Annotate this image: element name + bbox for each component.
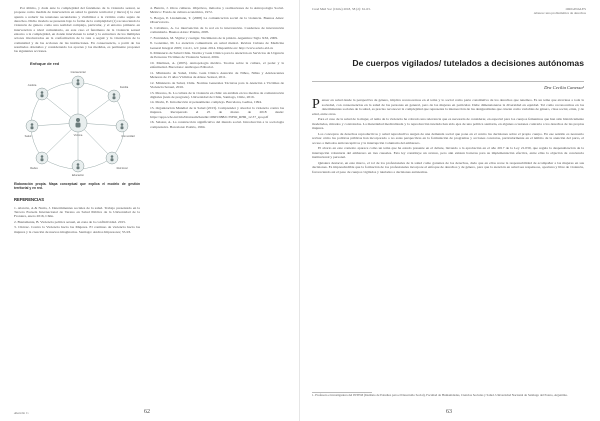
title-rule bbox=[312, 81, 584, 82]
fig-label-3: Red local bbox=[116, 167, 128, 171]
drop-cap: P bbox=[312, 98, 320, 112]
article-paragraph: Quisiera destacar, en este marco, el rol de los profesionales de la salud como garantes de los derechos, dado que en ellos recae la responsabilidad de acompañar a las mujeres en sus decisiones. Es imprescindible que la formación de los profesionales incorpore el enfoque de derechos y de género, para que la atención en salud sea respetuosa, oportuna y libre de violencia, favoreciendo así el paso de cuerpos vigilados y tutelados a decisiones autónomas. bbox=[312, 160, 584, 174]
reference-item: 15. Organización Mundial de la Salud (2013). Comprender y abordar la violencia contra las mujeres. Recuperado el 25 de marzo de 2018 desde: https://apps.who.int/iris/bitstream/handle/10665/98821/WHO_RHR_12.37_spa.pdf bbox=[150, 105, 284, 119]
reference-item: 13. Moreno, K. La cultura de la violencia en chile: un análisis en los medios de comunicación digitales (tesis de pregrado). Universidad de Chile, Santiago, Chile, 2016. bbox=[150, 90, 284, 99]
article-author: Dra Cecilia Canessa¹ bbox=[544, 85, 584, 90]
running-head-journal: Cuad Méd Soc (Chile) 2018, 58 (2): 61-63. bbox=[312, 7, 371, 11]
reference-item: 4. Butrón, J. Otros culturas. Objetivos, métodos y realizaciones de la Antropología Social. México: Fondo de cultura económica, 1972. bbox=[150, 6, 284, 15]
reference-item: 1. Alarcón, A & Nuria, J. Determinantes sociales de la salud. Trabajo presentado en la Tercera Escuela Internacional de Verano en Salud Pública de la Universidad de la Frontera, enero 2016, Chile. bbox=[14, 205, 140, 219]
reference-item: 6. Caballero, A. La intervención de la red en la intervención. Cuadernos de intervención comunitaria. Buenos Aires: Prisma, 2005. bbox=[150, 25, 284, 35]
fig-label-8: Educación bbox=[71, 174, 85, 178]
reference-item: 2. Bustamante, B. Violencia política sexual, en zona de la conflictividad. 2015. bbox=[14, 219, 126, 224]
left-paragraph: Por último, y dada ante la complejidad del fenómeno de la violencia sexual, se propone como medida de intervención en salud la gestión territorial y micro(1) la cual apunta a reducir las tensiones secundarias y visibilizar a la víctima como sujeto de derechos. Dicho modelo se presenta bajo la forma de la complejidad (1) reconociendo la violencia de género como una realidad compleja, particular, y el entorno primario en intervención a nivel comunitario, en este caso el fenómeno de la violencia sexual entorno a la complejidad, en donde intervienen la salud y la estructura de los múltiples actores involucrados en la conformación de la ruta a seguir y la vinculación de la comunidad y de las acciones de las instituciones. En consecuencia, a partir de los resultados obtenidos y considerando los aportes y las medidas, es pertinente proponer las siguientes acciones. bbox=[14, 6, 140, 54]
reference-item: 16. Salazar, A. La construcción significativa del mundo social. Introducción a la sociología comprensiva. Barcelona: Paidós, 1994. bbox=[150, 120, 284, 129]
running-head-category: ORIGINALES bbox=[565, 7, 586, 11]
article-paragraph: Para el caso de la salud de la mujer, el tema de la violencia ha cobrado una relevancia que es necesaria de considerar, en especial para los cuerpos femeninos que han sido históricamente modelados, mirados y controlados. La maternidad medicalizada y la reproducción tutelada han sido ejes de una política sanitaria, en algunas ocasiones contraria a los derechos de las propias mujeres. bbox=[312, 117, 584, 130]
article-title: De cuerpos vigilados/ tutelados a decisiones autónomas bbox=[352, 58, 584, 68]
fig-label-5: Redes bbox=[30, 167, 38, 171]
reference-item: 11. Ministerio de Salud, Chile. Guía Clínica Atención de Niños, Niñas y Adolescentes Menores de 15 años Víctimas de Abuso Sexual, 2011. bbox=[150, 70, 284, 80]
figure-caption: Elaboración propia. Mapa conceptual que explica el modelo de gestión territorial y en red. bbox=[14, 182, 140, 191]
left-column-1 bbox=[14, 6, 140, 406]
running-head-section bbox=[534, 7, 586, 15]
article-paragraph: Pensar en salud desde la perspectiva de género, implica reconocernos en el tema y lo social como parte constitutiva de los derechos que tenemos. Es un tema que atraviesa a toda la sociedad, con consecuencias en la salud de las personas en general, pero de las mujeres en particular. Debe dimensionarse la diversidad en equidad. Tal como reconocemos en los determinantes sociales de la salud, es preciso reconocer la complejidad que representa la intersección de las desigualdades que cruzan como variables de género, clase social, etnia, y de edad, entre otras. bbox=[312, 98, 584, 116]
fig-label-0: Intersectorial bbox=[70, 71, 86, 75]
running-head-topic: Abusos: una problemática de derechos bbox=[533, 11, 586, 15]
article-paragraph: Los conceptos de derechos reproductivos y salud reproductiva surgen de una demanda social que pone en el centro las decisiones sobre el propio cuerpo. En ese sentido es necesario revisar cómo las políticas públicas han incorporado o no estas perspectivas en la formulación de programas y acciones concretas, particularmente en el ámbito de la atención del parto, el acceso a métodos anticonceptivos y la interrupción voluntaria del embarazo. bbox=[312, 131, 584, 145]
network-figure bbox=[18, 68, 138, 178]
references-heading: REFERENCIAS bbox=[14, 197, 45, 203]
figure-title: Enfoque de red bbox=[30, 60, 60, 66]
left-column-2 bbox=[150, 6, 284, 406]
page-number-right: 63 bbox=[446, 409, 452, 415]
author-footer: Alarcón C. bbox=[14, 411, 30, 415]
reference-item: 7. Fernández, M. Vigilar y castigar. Nacimiento de la prisión. Argentina: Siglo XXI, 2009. bbox=[150, 35, 278, 40]
footnote: 1. Profesora e investigadora del INTEM (Instituto de Estudios para el Desarrollo Social), Facultad de Humanidades, Ciencias Sociales y Salud. Universidad Nacional de Santiago del Estero, Argentina. bbox=[312, 393, 568, 397]
page-number-left: 62 bbox=[144, 409, 150, 415]
fig-label-1: Familia bbox=[119, 86, 129, 90]
reference-item: 5. Borges, P. Lindemann, T. (2008) La comunicación social de la violencia. Buenos Aires: Observatorio. bbox=[150, 15, 284, 25]
reference-item: 12. Ministerio de Salud, Chile. Normas Generales Técnicas para la Atención a Víctimas de Violencia Sexual, 2016. bbox=[150, 80, 284, 89]
reference-item: 9. Ministerio de Salud Chile. Norma y Guía Clínica para la Atención en Servicios de Urgencia de Personas Víctimas de Violencia Sexual, 2004. bbox=[150, 51, 284, 60]
fig-label-4: Víctima bbox=[73, 134, 83, 138]
article-body bbox=[312, 98, 584, 390]
fig-label-2: Comunidad bbox=[121, 135, 135, 139]
fig-label-6: Salud bbox=[24, 135, 32, 139]
reference-item: 14. Morin, E. Introducción al pensamiento complejo. Barcelona, Gedisa, 1994. bbox=[150, 100, 262, 105]
reference-item: 10. Martínez, A. (2005). Antropología médica. Teorías sobre la cultura, el poder y la enfermedad. Barcelona: Anthropos Editorial. bbox=[150, 60, 284, 70]
right-page bbox=[300, 0, 600, 421]
fig-label-7: Justicia bbox=[27, 84, 37, 88]
reference-item: 3. Chávez. Contra la Violencia hacia las Mujeres. El continuo de violencia hacia las mujeres y la creación de nuevos imaginarios. Santiago: Andros Impresores; 55-93. bbox=[14, 225, 140, 234]
reference-item: 8. González, M. La atención comunitaria en salud mental. Revista Cubana de Medicina General Integral 2005; vol.21, n.5: junio 2014. Disponible en: http://www.scielo.sld.cu bbox=[150, 41, 284, 50]
network-diagram bbox=[18, 68, 138, 178]
article-paragraph: El aborto en este contexto aparece como un tema que ha estado presente en el debate, llevando a la aprobación en el año 2017 de la Ley 21.030, que regula la despenalización de la interrupción voluntaria del embarazo en tres causales. Esta ley constituye un avance, pero aún existen barreras para su implementación efectiva, entre ellas la objeción de conciencia institucional y personal. bbox=[312, 146, 584, 159]
